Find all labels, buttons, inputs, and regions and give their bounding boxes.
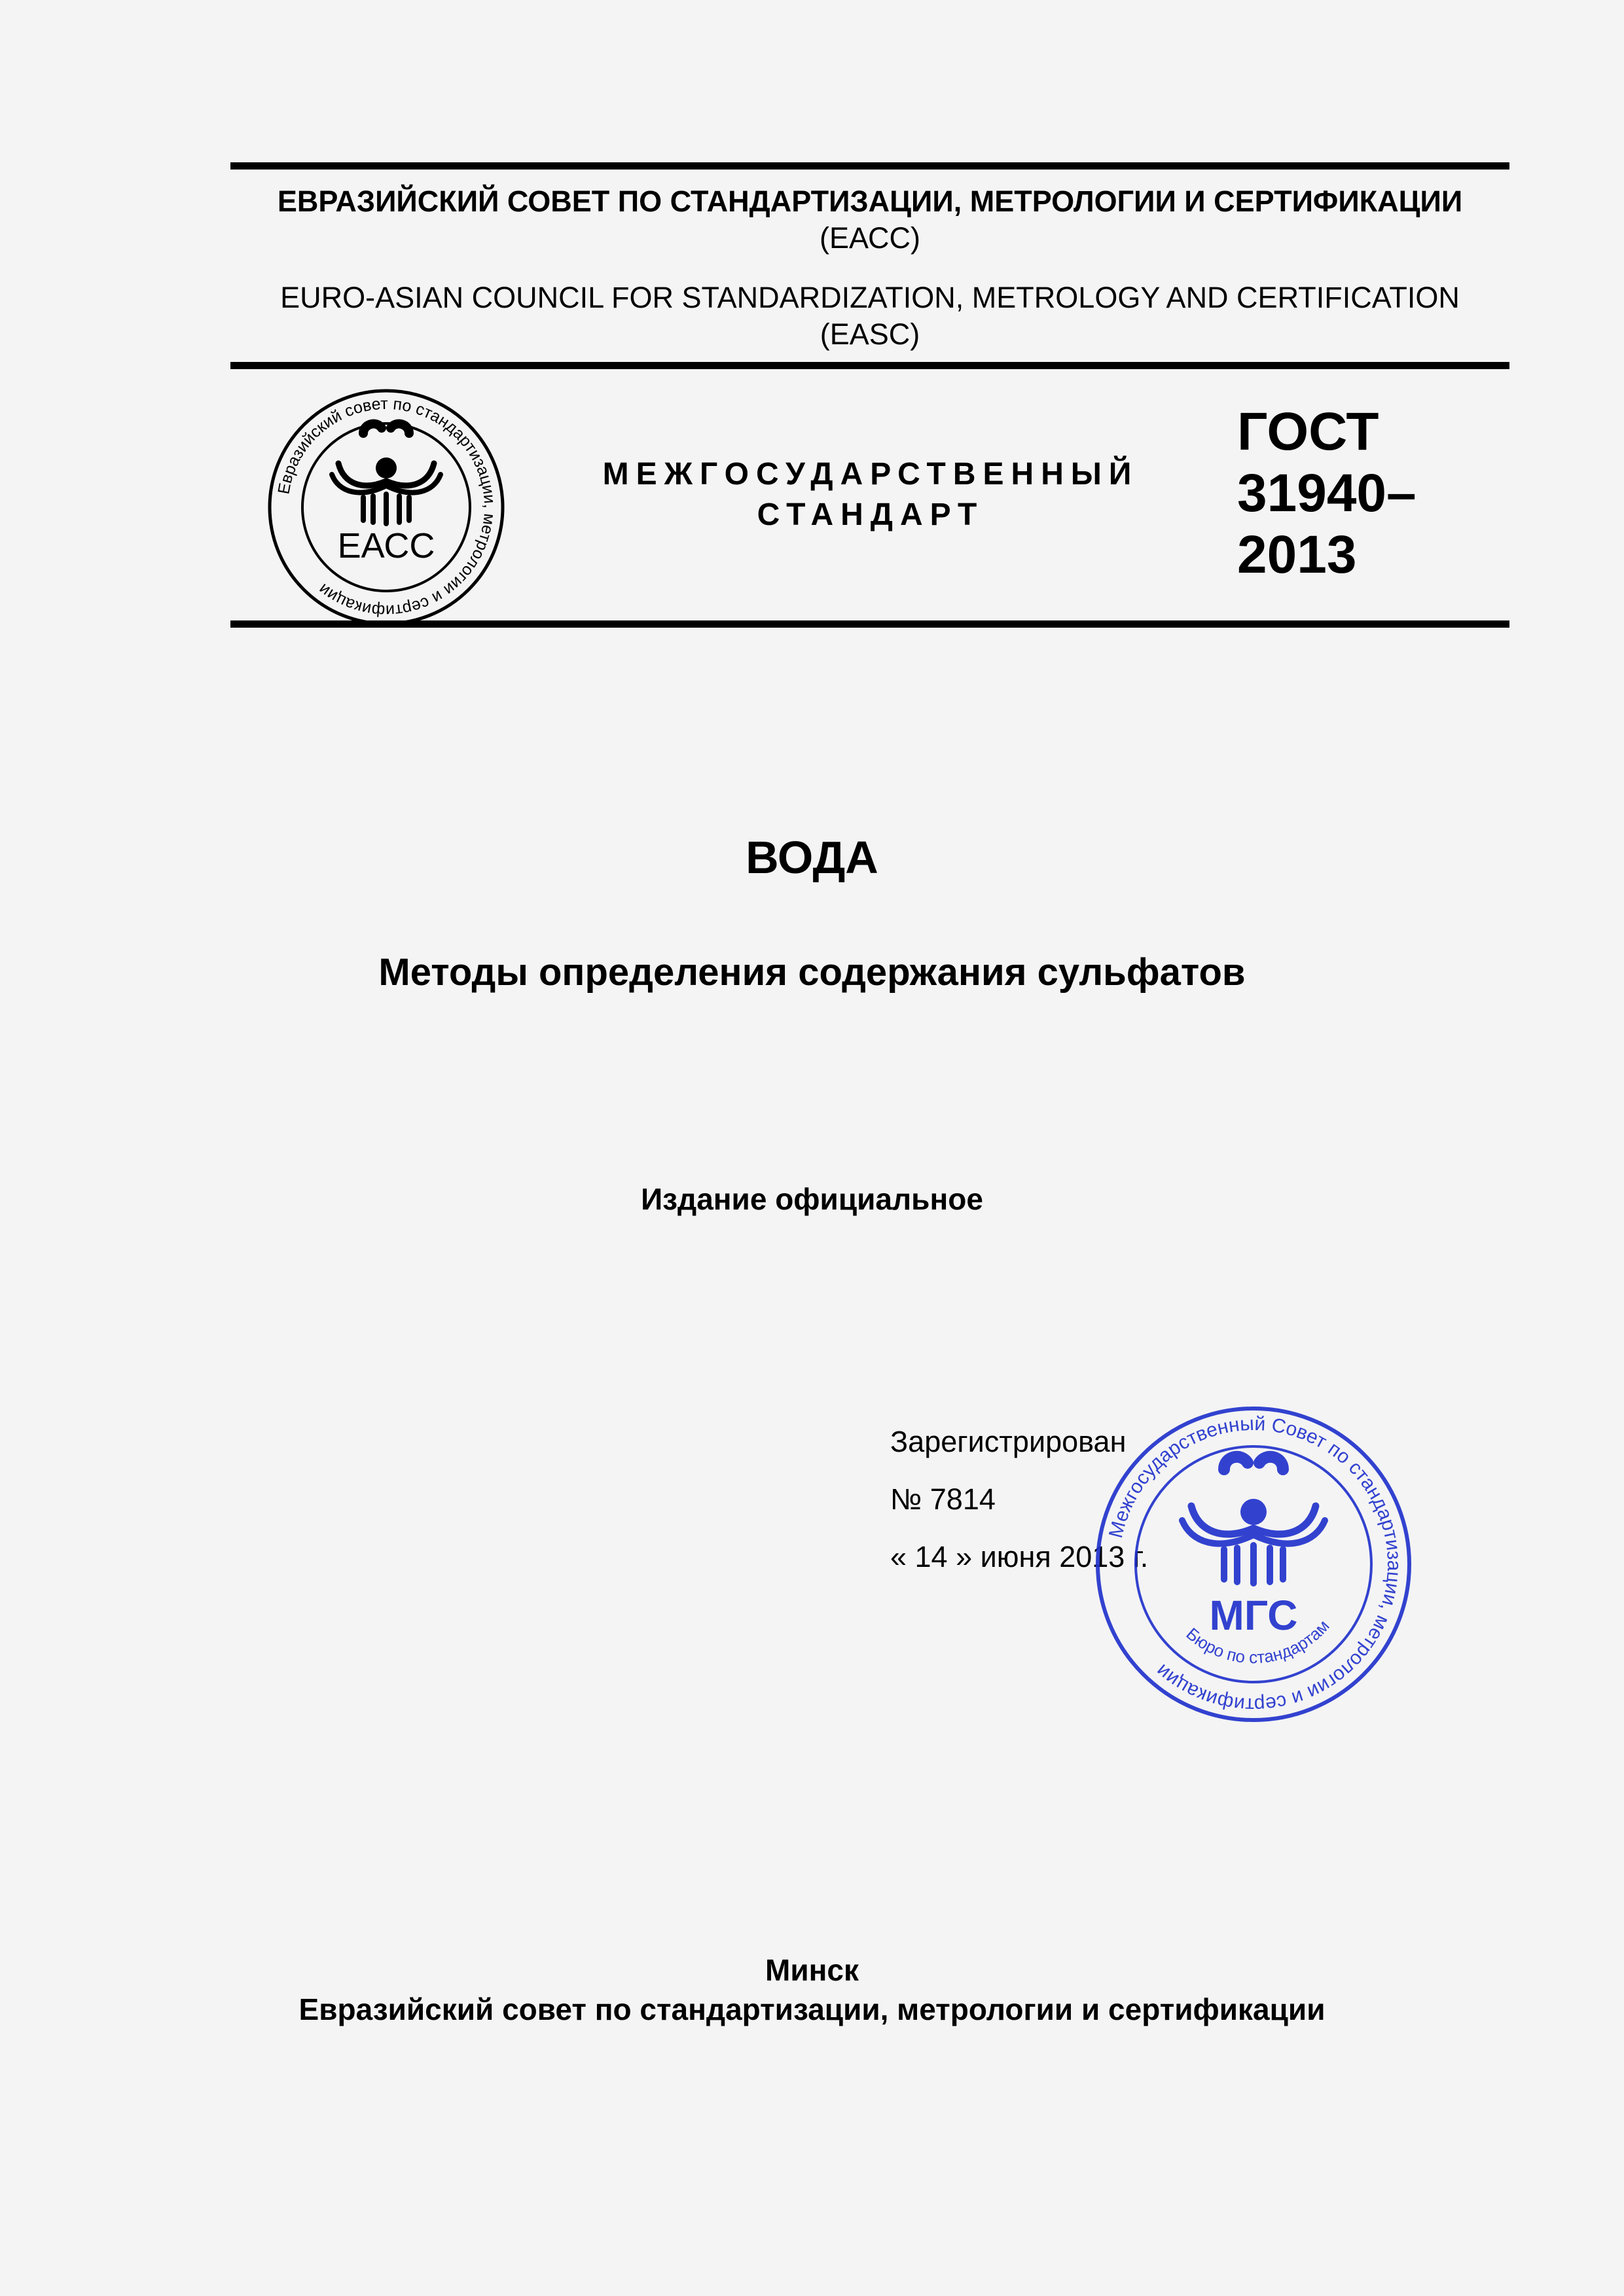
standard-type xyxy=(576,454,1165,535)
svg-text:Евразийский совет по стандарти: Евразийский совет по стандартизации, метрологии и сертификации xyxy=(274,394,499,620)
gost-label: ГОСТ xyxy=(1237,402,1379,461)
council-header-en xyxy=(230,279,1509,353)
svg-text:МГС: МГС xyxy=(1209,1592,1298,1639)
council-header-ru xyxy=(230,183,1509,257)
top-rule xyxy=(230,162,1509,170)
middle-rule xyxy=(230,362,1509,369)
mgs-registration-stamp xyxy=(1093,1404,1414,1725)
publication-city: Минск xyxy=(765,1953,859,1987)
publisher-name: Евразийский совет по стандартизации, метрологии и сертификации xyxy=(298,1992,1326,2026)
svg-text:ЕАСС: ЕАСС xyxy=(337,526,435,565)
council-abbr-en: (EASC) xyxy=(820,317,920,351)
svg-text:Бюро по стандартам: Бюро по стандартам xyxy=(1182,1616,1333,1668)
bottom-rule xyxy=(230,620,1509,628)
registration-label: Зарегистрирован xyxy=(890,1425,1127,1458)
document-title: ВОДА xyxy=(746,832,878,883)
edition-note: Издание официальное xyxy=(641,1182,983,1216)
registration-number: № 7814 xyxy=(890,1482,996,1516)
registration-date: « 14 » июня 2013 г. xyxy=(890,1540,1149,1573)
standard-type-line1: МЕЖГОСУДАРСТВЕННЫЙ xyxy=(602,457,1139,492)
document-subtitle: Методы определения содержания сульфатов xyxy=(378,951,1246,994)
council-name-en: EURO-ASIAN COUNCIL FOR STANDARDIZATION, METROLOGY AND CERTIFICATION xyxy=(280,281,1460,314)
gost-number xyxy=(1237,401,1416,586)
standard-type-line2: СТАНДАРТ xyxy=(757,497,984,532)
easc-emblem-logo xyxy=(265,386,507,628)
council-abbr-ru: (ЕАСС) xyxy=(819,221,920,255)
gost-number-value: 31940– xyxy=(1237,463,1416,523)
svg-text:Межгосударственный Совет по ст: Межгосударственный Совет по стандартизации, метрологии и сертификации xyxy=(1105,1412,1405,1716)
gost-year: 2013 xyxy=(1237,525,1357,584)
council-name-ru: ЕВРАЗИЙСКИЙ СОВЕТ ПО СТАНДАРТИЗАЦИИ, МЕТРОЛОГИИ И СЕРТИФИКАЦИИ xyxy=(277,185,1463,218)
